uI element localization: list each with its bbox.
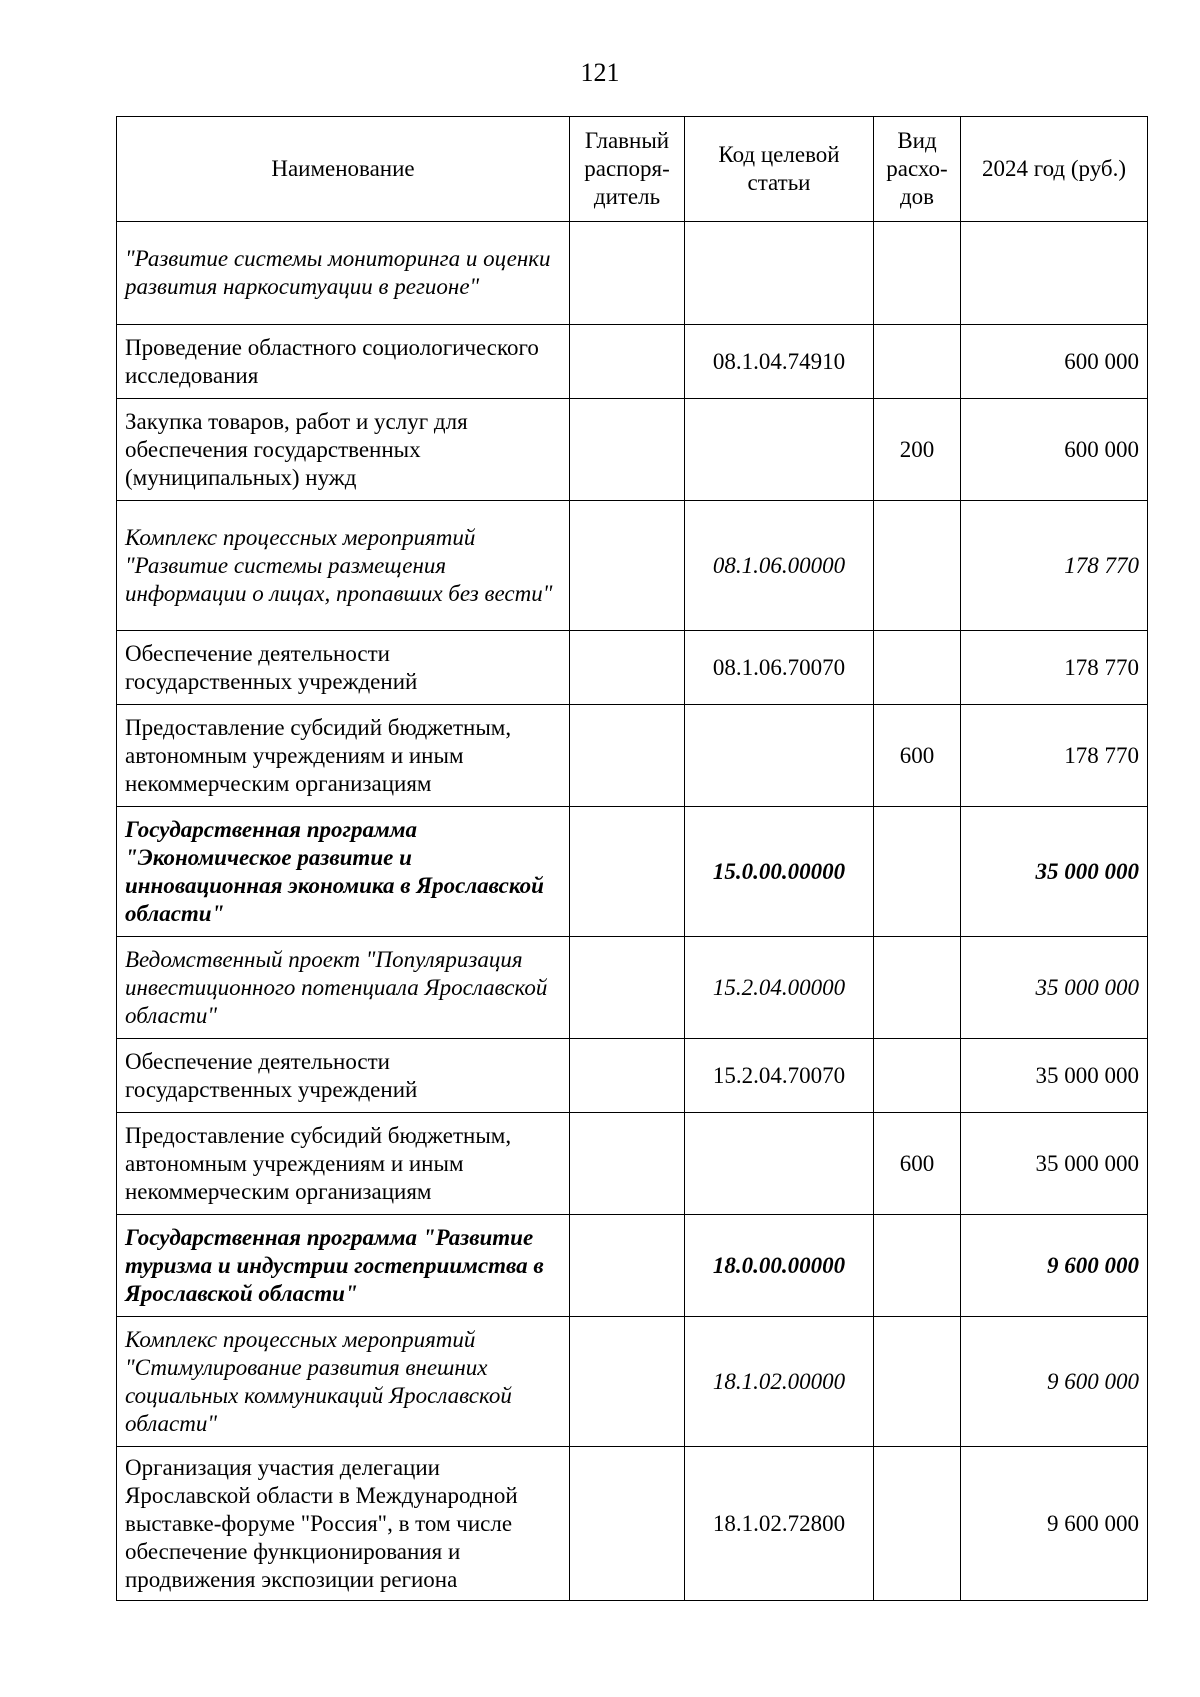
cell-amount: 178 770	[961, 501, 1148, 631]
cell-manager	[570, 705, 685, 807]
cell-name: Предоставление субсидий бюджетным, автономным учреждениям и иным некоммерческим организациям	[117, 705, 570, 807]
cell-amount: 9 600 000	[961, 1215, 1148, 1317]
table-row	[117, 1215, 1148, 1317]
table-row	[117, 705, 1148, 807]
cell-code	[685, 222, 874, 325]
table-row	[117, 1039, 1148, 1113]
table-row	[117, 325, 1148, 399]
table-row	[117, 631, 1148, 705]
cell-amount: 35 000 000	[961, 807, 1148, 937]
cell-manager	[570, 1317, 685, 1447]
cell-code	[685, 705, 874, 807]
cell-code: 15.2.04.70070	[685, 1039, 874, 1113]
cell-amount: 35 000 000	[961, 937, 1148, 1039]
cell-type	[874, 937, 961, 1039]
cell-amount: 9 600 000	[961, 1317, 1148, 1447]
header-year: 2024 год (руб.)	[961, 117, 1148, 222]
cell-name: Государственная программа "Экономическое развитие и инновационная экономика в Ярославской области"	[117, 807, 570, 937]
cell-type	[874, 222, 961, 325]
cell-manager	[570, 807, 685, 937]
cell-code	[685, 1113, 874, 1215]
cell-code: 08.1.06.00000	[685, 501, 874, 631]
cell-type	[874, 631, 961, 705]
cell-name: Комплекс процессных мероприятий "Развитие системы размещения информации о лицах, пропавших без вести"	[117, 501, 570, 631]
cell-manager	[570, 937, 685, 1039]
header-name: Наименование	[117, 117, 570, 222]
cell-name: Ведомственный проект "Популяризация инвестиционного потенциала Ярославской области"	[117, 937, 570, 1039]
cell-manager	[570, 1039, 685, 1113]
cell-amount: 35 000 000	[961, 1039, 1148, 1113]
cell-amount: 178 770	[961, 631, 1148, 705]
cell-type	[874, 1447, 961, 1601]
cell-type	[874, 325, 961, 399]
cell-code: 15.2.04.00000	[685, 937, 874, 1039]
cell-manager	[570, 399, 685, 501]
cell-manager	[570, 501, 685, 631]
cell-manager	[570, 631, 685, 705]
cell-name: Обеспечение деятельности государственных учреждений	[117, 631, 570, 705]
cell-amount: 600 000	[961, 325, 1148, 399]
cell-type	[874, 1215, 961, 1317]
cell-code: 18.1.02.00000	[685, 1317, 874, 1447]
header-code: Код целевой статьи	[685, 117, 874, 222]
cell-name: Обеспечение деятельности государственных учреждений	[117, 1039, 570, 1113]
table-row	[117, 1447, 1148, 1601]
table-row	[117, 937, 1148, 1039]
cell-type	[874, 501, 961, 631]
cell-amount: 600 000	[961, 399, 1148, 501]
cell-code: 18.1.02.72800	[685, 1447, 874, 1601]
cell-name: "Развитие системы мониторинга и оценки развития наркоситуации в регионе"	[117, 222, 570, 325]
cell-manager	[570, 1113, 685, 1215]
header-manager: Главный распоря-дитель	[570, 117, 685, 222]
cell-amount: 35 000 000	[961, 1113, 1148, 1215]
cell-type: 600	[874, 1113, 961, 1215]
cell-code	[685, 399, 874, 501]
table-row	[117, 1113, 1148, 1215]
cell-type	[874, 1039, 961, 1113]
cell-code: 18.0.00.00000	[685, 1215, 874, 1317]
table-row	[117, 222, 1148, 325]
table-row	[117, 501, 1148, 631]
cell-amount	[961, 222, 1148, 325]
cell-code: 15.0.00.00000	[685, 807, 874, 937]
cell-manager	[570, 1215, 685, 1317]
page-number: 121	[580, 58, 620, 87]
cell-type: 600	[874, 705, 961, 807]
table-row	[117, 399, 1148, 501]
cell-type	[874, 1317, 961, 1447]
cell-name: Предоставление субсидий бюджетным, автономным учреждениям и иным некоммерческим организациям	[117, 1113, 570, 1215]
cell-manager	[570, 325, 685, 399]
cell-code: 08.1.04.74910	[685, 325, 874, 399]
cell-amount: 9 600 000	[961, 1447, 1148, 1601]
cell-type	[874, 807, 961, 937]
cell-manager	[570, 1447, 685, 1601]
cell-code: 08.1.06.70070	[685, 631, 874, 705]
cell-amount: 178 770	[961, 705, 1148, 807]
cell-name: Государственная программа "Развитие туризма и индустрии гостеприимства в Ярославской области"	[117, 1215, 570, 1317]
header-type: Вид расхо-дов	[874, 117, 961, 222]
table-row	[117, 807, 1148, 937]
cell-name: Организация участия делегации Ярославской области в Международной выставке-форуме "Россия", в том числе обеспечение функционирования и продвижения экспозиции региона	[117, 1447, 570, 1601]
table-row	[117, 1317, 1148, 1447]
cell-type: 200	[874, 399, 961, 501]
cell-name: Закупка товаров, работ и услуг для обеспечения государственных (муниципальных) нужд	[117, 399, 570, 501]
cell-name: Проведение областного социологического исследования	[117, 325, 570, 399]
cell-name: Комплекс процессных мероприятий "Стимулирование развития внешних социальных коммуникаций Ярославской области"	[117, 1317, 570, 1447]
header-row	[117, 117, 1148, 222]
cell-manager	[570, 222, 685, 325]
budget-table	[116, 116, 1148, 1601]
